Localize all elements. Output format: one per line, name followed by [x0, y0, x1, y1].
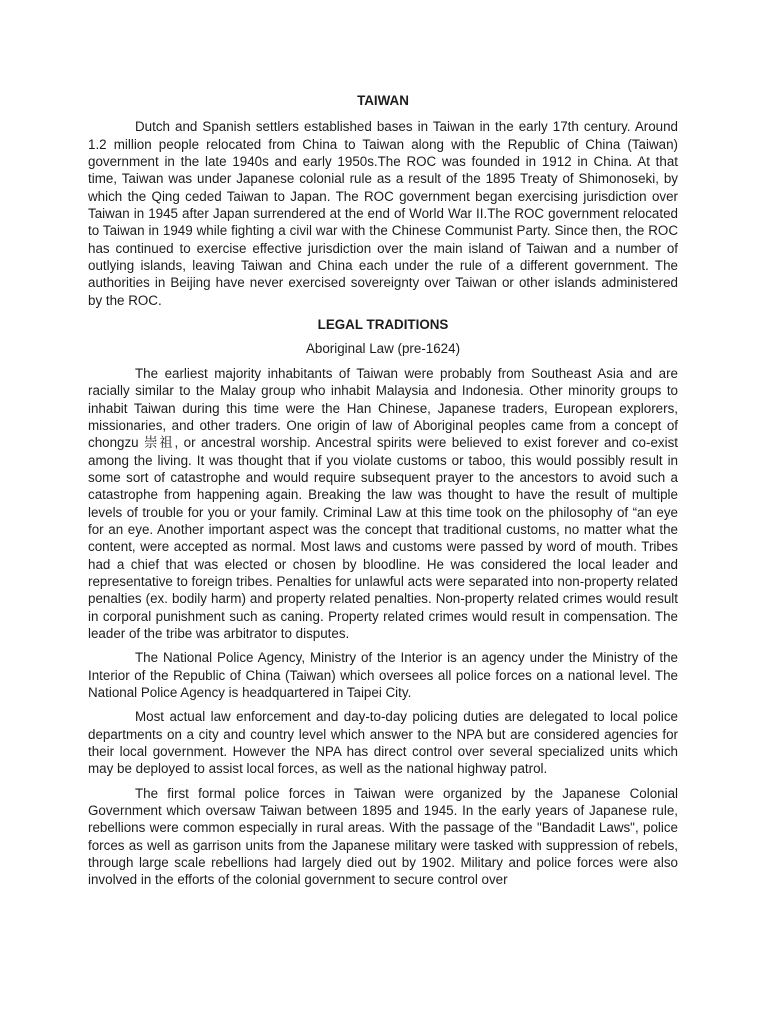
- body-paragraph-police-history: The first formal police forces in Taiwan were organized by the Japanese Colonial Government which oversaw Taiwan between 1895 and 1945. In the early years of Japanese rule, rebellions were common especially in rural areas. With the passage of the "Bandadit Laws", police forces as well as garrison units from the Japanese military were tasked with suppression of rebels, through large scale rebellions had largely died out by 1902. Military and police forces were also involved in the efforts of the colonial government to secure control over: [88, 785, 678, 888]
- document-page: [88, 92, 678, 889]
- subsection-heading: Aboriginal Law (pre-1624): [305, 341, 461, 357]
- body-paragraph-local-policing: Most actual law enforcement and day-to-day policing duties are delegated to local police departments on a city and country level which answer to the NPA but are considered agencies for their local government. However the NPA has direct control over several specialized units which may be deployed to assist local forces, as well as the national highway patrol.: [88, 709, 678, 777]
- document-title: TAIWAN: [357, 93, 409, 108]
- body-paragraph-npa-overview: The National Police Agency, Ministry of the Interior is an agency under the Ministry of the Interior of the Republic of China (Taiwan) which oversees all police forces on a national level. The National Police Agency is headquartered in Taipei City.: [88, 650, 678, 700]
- section-heading: LEGAL TRADITIONS: [317, 317, 449, 333]
- intro-paragraph: Dutch and Spanish settlers established bases in Taiwan in the early 17th century. Around 1.2 million people relocated from China to Taiwan along with the Republic of China (Taiwan) government in the late 1940s and early 1950s.The ROC was founded in 1912 in China. At that time, Taiwan was under Japanese colonial rule as a result of the 1895 Treaty of Shimonoseki, by which the Qing ceded Taiwan to Japan. The ROC government began exercising jurisdiction over Taiwan in 1945 after Japan surrendered at the end of World War II.The ROC government relocated to Taiwan in 1949 while fighting a civil war with the Chinese Communist Party. Since then, the ROC has continued to exercise effective jurisdiction over the main island of Taiwan and a number of outlying islands, leaving Taiwan and China each under the rule of a different government. The authorities in Beijing have never exercised sovereignty over Taiwan or other islands administered by the ROC.: [88, 119, 678, 308]
- body-paragraph-aboriginal-law: The earliest majority inhabitants of Taiwan were probably from Southeast Asia and are racially similar to the Malay group who inhabit Malaysia and Indonesia. Other minority groups to inhabit Taiwan during this time were the Han Chinese, Japanese traders, European explorers, missionaries, and other traders. One origin of law of Aboriginal peoples came from a concept of chongzu 崇祖, or ancestral worship. Ancestral spirits were believed to exist forever and co-exist among the living. It was thought that if you violate customs or taboo, this would possibly result in some sort of catastrophe and would require subsequent prayer to the ancestors to avoid such a catastrophe from happening again. Breaking the law was thought to have the result of multiple levels of trouble for you or your family. Criminal Law at this time took on the philosophy of “an eye for an eye. Another important aspect was the concept that traditional customs, no matter what the content, were accepted as normal. Most laws and customs were passed by word of mouth. Tribes had a chief that was elected or chosen by bloodline. He was considered the local leader and representative to foreign tribes. Penalties for unlawful acts were separated into non-property related penalties (ex. bodily harm) and property related penalties. Non-property related crimes would result in corporal punishment such as caning. Property related crimes would result in compensation. The leader of the tribe was arbitrator to disputes.: [88, 365, 678, 641]
